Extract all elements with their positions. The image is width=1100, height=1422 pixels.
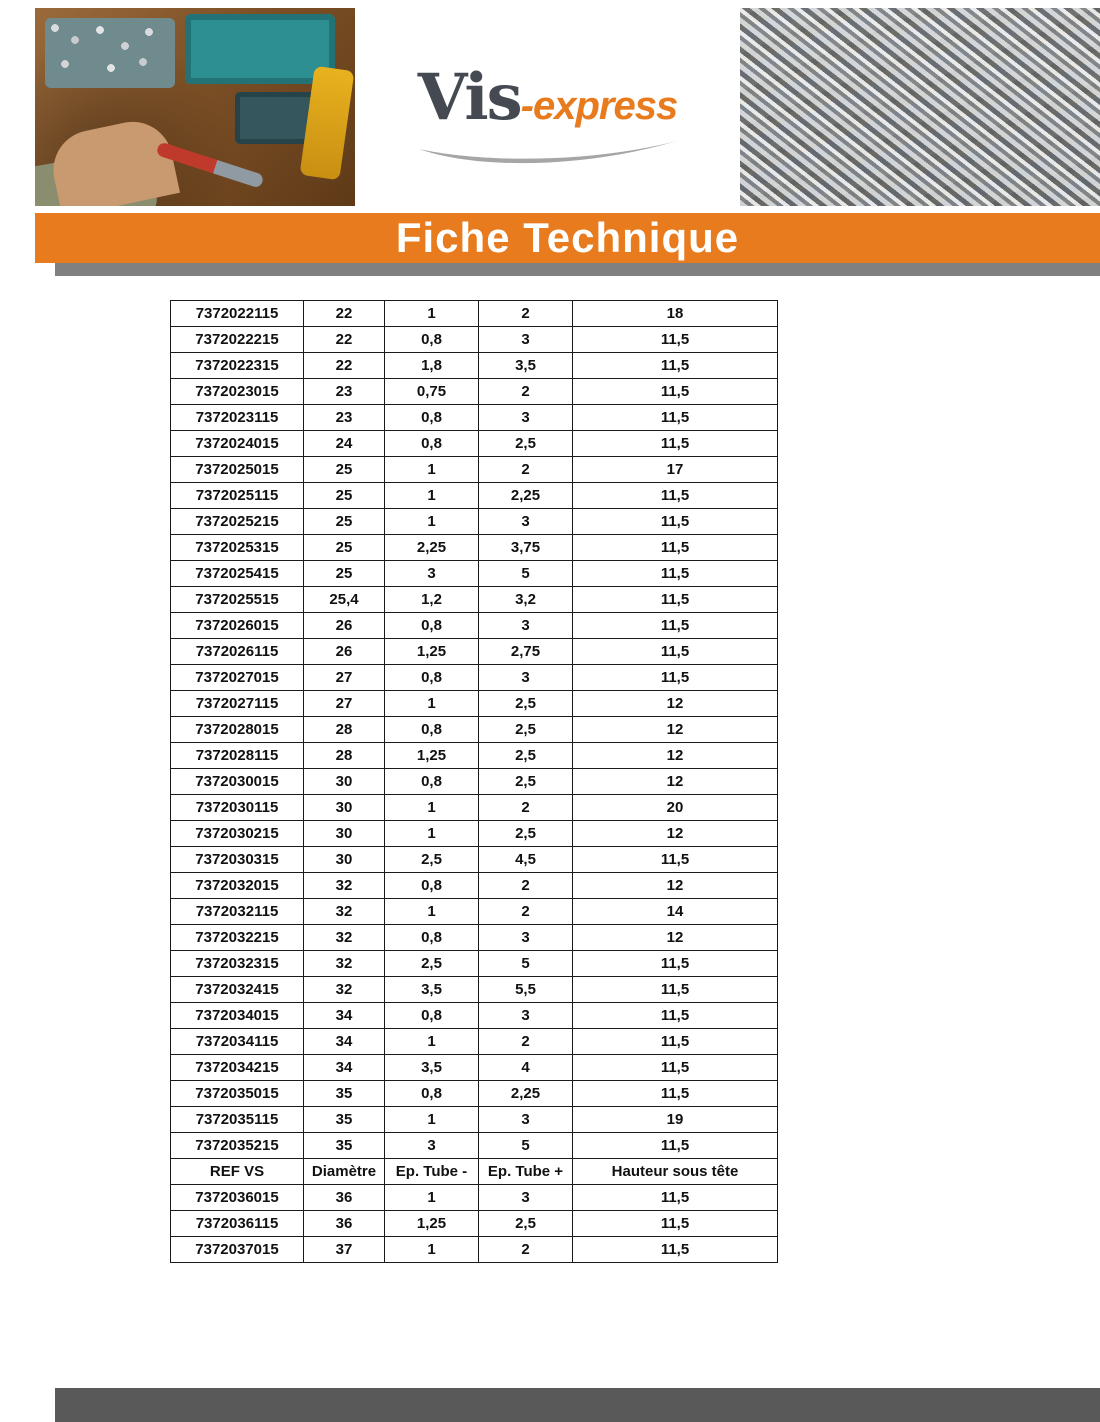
table-cell: 2,5 — [479, 1211, 573, 1237]
table-cell: 11,5 — [573, 327, 778, 353]
table-cell: 30 — [304, 847, 385, 873]
table-cell: 2,5 — [479, 717, 573, 743]
table-row — [171, 1081, 778, 1107]
table-row — [171, 691, 778, 717]
table-cell: 20 — [573, 795, 778, 821]
table-cell: 35 — [304, 1133, 385, 1159]
table-cell: 11,5 — [573, 1133, 778, 1159]
table-cell: 1 — [385, 483, 479, 509]
table-cell: 22 — [304, 353, 385, 379]
table-cell: 0,8 — [385, 925, 479, 951]
table-row — [171, 1029, 778, 1055]
table-cell: 11,5 — [573, 1029, 778, 1055]
table-cell: 7372037015 — [171, 1237, 304, 1263]
table-row — [171, 1211, 778, 1237]
table-cell: 7372036115 — [171, 1211, 304, 1237]
table-cell: 7372026015 — [171, 613, 304, 639]
table-cell: 2,5 — [479, 769, 573, 795]
table-cell: 1 — [385, 821, 479, 847]
table-cell: 3 — [385, 1133, 479, 1159]
table-cell: 34 — [304, 1003, 385, 1029]
screws-photo — [740, 8, 1100, 206]
table-cell: 2 — [479, 379, 573, 405]
table-cell: 7372024015 — [171, 431, 304, 457]
table-cell: 32 — [304, 925, 385, 951]
brand-logo — [355, 8, 740, 206]
table-cell: 7372023115 — [171, 405, 304, 431]
table-cell: 3 — [479, 405, 573, 431]
table-row — [171, 457, 778, 483]
table-cell: 36 — [304, 1211, 385, 1237]
table-cell: 11,5 — [573, 535, 778, 561]
table-cell: 4 — [479, 1055, 573, 1081]
table-row — [171, 405, 778, 431]
column-header: Diamètre — [304, 1159, 385, 1185]
table-cell: 11,5 — [573, 353, 778, 379]
spec-table — [170, 300, 778, 1263]
table-cell: 2 — [479, 873, 573, 899]
table-cell: 3 — [479, 509, 573, 535]
table-cell: 2 — [479, 457, 573, 483]
table-row — [171, 587, 778, 613]
table-cell: 30 — [304, 769, 385, 795]
table-row — [171, 379, 778, 405]
table-cell: 7372023015 — [171, 379, 304, 405]
table-row — [171, 535, 778, 561]
table-cell: 7372025515 — [171, 587, 304, 613]
table-cell: 0,8 — [385, 873, 479, 899]
table-cell: 1 — [385, 691, 479, 717]
table-cell: 2,25 — [385, 535, 479, 561]
table-cell: 25 — [304, 535, 385, 561]
table-cell: 7372030115 — [171, 795, 304, 821]
table-cell: 11,5 — [573, 977, 778, 1003]
table-cell: 11,5 — [573, 1003, 778, 1029]
table-row — [171, 795, 778, 821]
column-header: Ep. Tube + — [479, 1159, 573, 1185]
table-cell: 11,5 — [573, 1237, 778, 1263]
table-cell: 7372030215 — [171, 821, 304, 847]
title-banner — [35, 213, 1100, 263]
table-cell: 2,5 — [479, 431, 573, 457]
table-cell: 7372030315 — [171, 847, 304, 873]
table-cell: 1 — [385, 301, 479, 327]
table-cell: 12 — [573, 691, 778, 717]
table-cell: 11,5 — [573, 431, 778, 457]
table-cell: 1 — [385, 1185, 479, 1211]
table-cell: 7372022215 — [171, 327, 304, 353]
table-cell: 30 — [304, 795, 385, 821]
table-cell: 2 — [479, 1237, 573, 1263]
table-cell: 12 — [573, 873, 778, 899]
table-cell: 7372030015 — [171, 769, 304, 795]
table-cell: 7372032115 — [171, 899, 304, 925]
table-cell: 32 — [304, 951, 385, 977]
table-cell: 1 — [385, 1237, 479, 1263]
table-cell: 19 — [573, 1107, 778, 1133]
table-row — [171, 431, 778, 457]
table-cell: 34 — [304, 1055, 385, 1081]
table-cell: 7372032415 — [171, 977, 304, 1003]
organizer-tray-decoration — [185, 14, 335, 84]
table-cell: 7372022315 — [171, 353, 304, 379]
table-cell: 0,8 — [385, 431, 479, 457]
table-cell: 1,25 — [385, 639, 479, 665]
table-cell: 2 — [479, 1029, 573, 1055]
table-row — [171, 769, 778, 795]
table-cell: 11,5 — [573, 1211, 778, 1237]
table-row — [171, 1185, 778, 1211]
page-title: Fiche Technique — [395, 214, 740, 261]
table-row — [171, 665, 778, 691]
table-row — [171, 1107, 778, 1133]
table-cell: 7372028015 — [171, 717, 304, 743]
table-cell: 28 — [304, 743, 385, 769]
table-cell: 1 — [385, 899, 479, 925]
table-cell: 3 — [479, 327, 573, 353]
table-row — [171, 327, 778, 353]
table-row — [171, 977, 778, 1003]
table-cell: 23 — [304, 405, 385, 431]
table-cell: 1,8 — [385, 353, 479, 379]
table-cell: 1,2 — [385, 587, 479, 613]
table-cell: 7372025215 — [171, 509, 304, 535]
table-cell: 36 — [304, 1185, 385, 1211]
table-cell: 11,5 — [573, 1185, 778, 1211]
table-cell: 30 — [304, 821, 385, 847]
table-cell: 2 — [479, 795, 573, 821]
table-cell: 0,75 — [385, 379, 479, 405]
table-cell: 7372036015 — [171, 1185, 304, 1211]
table-cell: 1,25 — [385, 743, 479, 769]
table-cell: 25 — [304, 457, 385, 483]
brand-name-suffix: -express — [520, 84, 678, 128]
main-content — [170, 300, 772, 1263]
table-cell: 2,25 — [479, 1081, 573, 1107]
table-row — [171, 353, 778, 379]
table-cell: 1 — [385, 795, 479, 821]
column-header: Ep. Tube - — [385, 1159, 479, 1185]
table-cell: 5 — [479, 1133, 573, 1159]
table-cell: 2,5 — [479, 743, 573, 769]
table-cell: 11,5 — [573, 951, 778, 977]
table-cell: 3 — [479, 1185, 573, 1211]
table-cell: 0,8 — [385, 665, 479, 691]
table-cell: 37 — [304, 1237, 385, 1263]
table-cell: 2 — [479, 899, 573, 925]
table-cell: 7372032215 — [171, 925, 304, 951]
table-cell: 34 — [304, 1029, 385, 1055]
table-row — [171, 925, 778, 951]
header — [0, 0, 1100, 212]
table-row — [171, 1003, 778, 1029]
table-cell: 11,5 — [573, 405, 778, 431]
table-cell: 2,25 — [479, 483, 573, 509]
table-cell: 22 — [304, 301, 385, 327]
table-cell: 3,5 — [385, 977, 479, 1003]
table-cell: 2 — [479, 301, 573, 327]
table-cell: 2,5 — [385, 951, 479, 977]
table-cell: 0,8 — [385, 1081, 479, 1107]
table-cell: 12 — [573, 743, 778, 769]
spec-table-body — [171, 301, 778, 1263]
table-row — [171, 717, 778, 743]
table-cell: 1 — [385, 1107, 479, 1133]
table-row — [171, 899, 778, 925]
hand-decoration — [46, 114, 180, 206]
table-cell: 24 — [304, 431, 385, 457]
table-cell: 25 — [304, 483, 385, 509]
table-header-row — [171, 1159, 778, 1185]
table-cell: 2,5 — [479, 691, 573, 717]
column-header: Hauteur sous tête — [573, 1159, 778, 1185]
table-cell: 32 — [304, 899, 385, 925]
table-cell: 7372032315 — [171, 951, 304, 977]
table-row — [171, 951, 778, 977]
table-cell: 7372027115 — [171, 691, 304, 717]
table-cell: 7372025415 — [171, 561, 304, 587]
table-cell: 0,8 — [385, 1003, 479, 1029]
table-cell: 3,5 — [479, 353, 573, 379]
table-cell: 5 — [479, 951, 573, 977]
table-cell: 5 — [479, 561, 573, 587]
table-cell: 3 — [479, 1003, 573, 1029]
table-cell: 7372035015 — [171, 1081, 304, 1107]
table-row — [171, 1237, 778, 1263]
table-cell: 3 — [479, 925, 573, 951]
table-row — [171, 613, 778, 639]
brand-name-main: Vis — [417, 60, 521, 135]
table-cell: 2,5 — [385, 847, 479, 873]
table-cell: 25 — [304, 509, 385, 535]
table-cell: 3,5 — [385, 1055, 479, 1081]
workbench-photo — [35, 8, 355, 206]
table-cell: 7372026115 — [171, 639, 304, 665]
banner-shadow-bar — [55, 263, 1100, 276]
table-row — [171, 847, 778, 873]
table-cell: 3 — [479, 1107, 573, 1133]
table-cell: 11,5 — [573, 587, 778, 613]
table-cell: 11,5 — [573, 379, 778, 405]
footer-bar — [55, 1388, 1100, 1422]
table-row — [171, 873, 778, 899]
table-row — [171, 821, 778, 847]
table-cell: 1 — [385, 457, 479, 483]
table-cell: 11,5 — [573, 483, 778, 509]
table-cell: 28 — [304, 717, 385, 743]
brand-logo-text — [355, 60, 740, 135]
table-cell: 11,5 — [573, 1055, 778, 1081]
table-cell: 0,8 — [385, 405, 479, 431]
table-cell: 35 — [304, 1081, 385, 1107]
table-cell: 7372034115 — [171, 1029, 304, 1055]
table-cell: 12 — [573, 717, 778, 743]
table-cell: 23 — [304, 379, 385, 405]
table-cell: 0,8 — [385, 613, 479, 639]
screw-box-decoration — [45, 18, 175, 88]
table-cell: 2,5 — [479, 821, 573, 847]
table-cell: 1 — [385, 1029, 479, 1055]
table-cell: 5,5 — [479, 977, 573, 1003]
table-row — [171, 639, 778, 665]
table-cell: 3 — [479, 613, 573, 639]
table-cell: 7372034015 — [171, 1003, 304, 1029]
table-row — [171, 561, 778, 587]
table-cell: 7372027015 — [171, 665, 304, 691]
table-cell: 7372035215 — [171, 1133, 304, 1159]
table-row — [171, 1133, 778, 1159]
column-header: REF VS — [171, 1159, 304, 1185]
table-cell: 11,5 — [573, 665, 778, 691]
table-cell: 25,4 — [304, 587, 385, 613]
table-cell: 11,5 — [573, 509, 778, 535]
table-row — [171, 743, 778, 769]
table-cell: 12 — [573, 821, 778, 847]
table-row — [171, 301, 778, 327]
table-cell: 0,8 — [385, 717, 479, 743]
table-cell: 7372034215 — [171, 1055, 304, 1081]
table-cell: 11,5 — [573, 847, 778, 873]
table-cell: 11,5 — [573, 561, 778, 587]
table-cell: 11,5 — [573, 613, 778, 639]
table-cell: 3,2 — [479, 587, 573, 613]
table-cell: 22 — [304, 327, 385, 353]
table-cell: 14 — [573, 899, 778, 925]
table-cell: 12 — [573, 925, 778, 951]
table-cell: 26 — [304, 639, 385, 665]
table-cell: 7372025115 — [171, 483, 304, 509]
table-cell: 35 — [304, 1107, 385, 1133]
table-cell: 32 — [304, 873, 385, 899]
table-cell: 0,8 — [385, 769, 479, 795]
table-cell: 11,5 — [573, 639, 778, 665]
table-cell: 3,75 — [479, 535, 573, 561]
table-cell: 1,25 — [385, 1211, 479, 1237]
table-cell: 7372028115 — [171, 743, 304, 769]
table-cell: 25 — [304, 561, 385, 587]
table-row — [171, 483, 778, 509]
table-cell: 11,5 — [573, 1081, 778, 1107]
table-cell: 3 — [479, 665, 573, 691]
table-row — [171, 509, 778, 535]
logo-swoosh-icon — [413, 137, 683, 171]
table-cell: 27 — [304, 665, 385, 691]
table-cell: 17 — [573, 457, 778, 483]
table-cell: 18 — [573, 301, 778, 327]
table-cell: 3 — [385, 561, 479, 587]
table-cell: 4,5 — [479, 847, 573, 873]
table-cell: 12 — [573, 769, 778, 795]
table-cell: 7372022115 — [171, 301, 304, 327]
table-cell: 1 — [385, 509, 479, 535]
table-cell: 7372025315 — [171, 535, 304, 561]
table-cell: 27 — [304, 691, 385, 717]
table-cell: 7372035115 — [171, 1107, 304, 1133]
table-cell: 7372025015 — [171, 457, 304, 483]
table-cell: 0,8 — [385, 327, 479, 353]
table-row — [171, 1055, 778, 1081]
table-cell: 2,75 — [479, 639, 573, 665]
table-cell: 26 — [304, 613, 385, 639]
table-cell: 32 — [304, 977, 385, 1003]
table-cell: 7372032015 — [171, 873, 304, 899]
